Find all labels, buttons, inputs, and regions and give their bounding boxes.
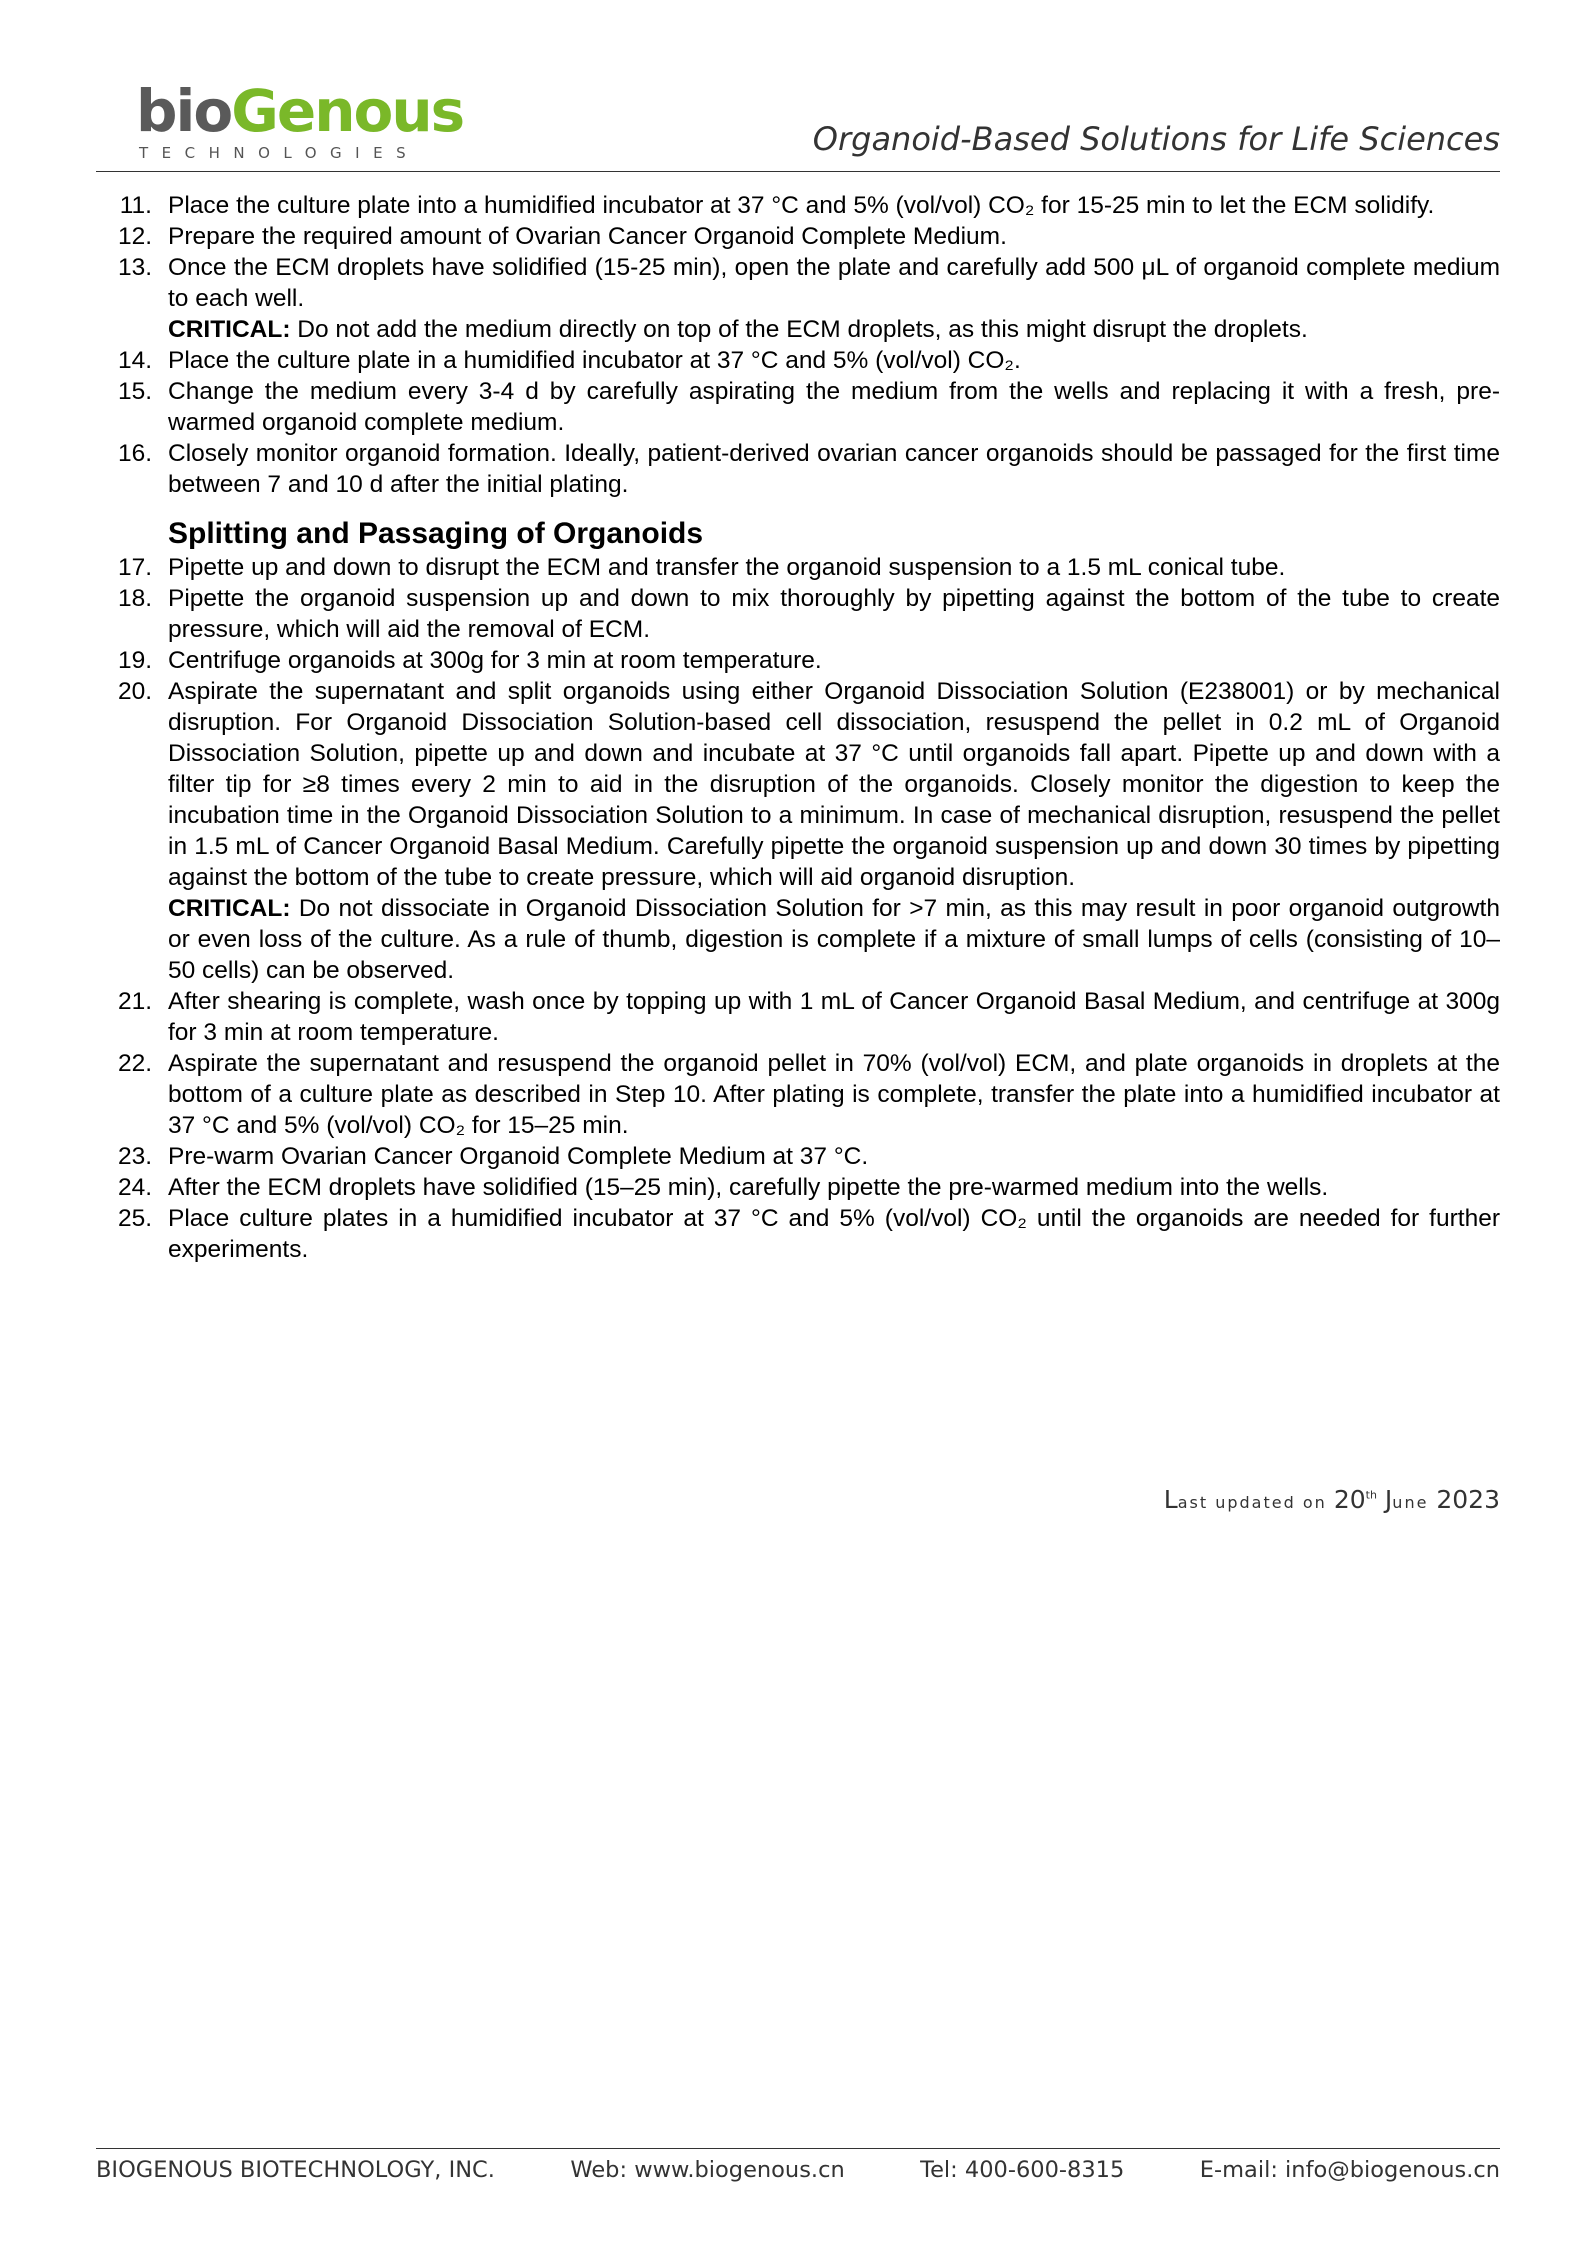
updated-text: ast updated on [1177, 1493, 1334, 1512]
step-number: 17. [117, 554, 152, 581]
step-number: 18. [117, 585, 152, 612]
step-content [168, 552, 1500, 583]
step-number: 15. [117, 378, 152, 405]
step-text: Closely monitor organoid formation. Ideally, patient-derived ovarian cancer organoids should be passaged for the first time between 7 and 10 d after the initial plating. [168, 440, 1500, 498]
updated-day: 20 [1333, 1485, 1366, 1514]
last-updated [1164, 1485, 1500, 1514]
protocol-step [94, 1048, 1500, 1141]
protocol-step [94, 583, 1500, 645]
protocol-step [94, 252, 1500, 345]
updated-month-initial: J [1384, 1485, 1393, 1514]
updated-month: une [1392, 1493, 1429, 1512]
critical-label: CRITICAL: [168, 316, 291, 343]
step-text: Pipette up and down to disrupt the ECM and transfer the organoid suspension to a 1.5 mL conical tube. [168, 554, 1286, 581]
updated-day-suffix: th [1365, 1488, 1377, 1502]
footer-email[interactable]: E-mail: info@biogenous.cn [1199, 2157, 1500, 2183]
logo-subtitle: TECHNOLOGIES [139, 144, 420, 162]
logo-bio: bio [136, 77, 232, 145]
step-text: Once the ECM droplets have solidified (15-25 min), open the plate and carefully add 500 μL of organoid complete medium to each well. [168, 254, 1500, 312]
step-number: 12. [117, 223, 152, 250]
protocol-step [94, 986, 1500, 1048]
step-content [168, 676, 1500, 986]
step-text: Change the medium every 3-4 d by carefully aspirating the medium from the wells and replacing it with a fresh, pre-warmed organoid complete medium. [168, 378, 1500, 436]
updated-l: L [1163, 1485, 1178, 1514]
critical-text: Do not add the medium directly on top of the ECM droplets, as this might disrupt the droplets. [290, 316, 1308, 343]
steps-list-passaging [94, 552, 1500, 1265]
step-text: Place the culture plate into a humidified incubator at 37 °C and 5% (vol/vol) CO₂ for 15-25 min to let the ECM solidify. [168, 192, 1435, 219]
logo-wordmark [136, 77, 464, 145]
step-number: 14. [117, 347, 152, 374]
step-number: 11. [119, 192, 152, 219]
footer-divider [96, 2148, 1500, 2149]
step-number: 21. [117, 988, 152, 1015]
step-content [168, 376, 1500, 438]
step-text: Prepare the required amount of Ovarian Cancer Organoid Complete Medium. [168, 223, 1007, 250]
updated-year: 2023 [1428, 1485, 1500, 1514]
step-text: Centrifuge organoids at 300g for 3 min at room temperature. [168, 647, 822, 674]
protocol-step [94, 676, 1500, 986]
steps-list-culture [94, 190, 1500, 500]
critical-note [168, 893, 1500, 986]
protocol-step [94, 1203, 1500, 1265]
step-content [168, 986, 1500, 1048]
protocol-step [94, 1172, 1500, 1203]
step-content [168, 190, 1500, 221]
step-number: 13. [117, 254, 152, 281]
protocol-body [94, 190, 1500, 1265]
footer-tel: Tel: 400-600-8315 [920, 2157, 1125, 2183]
step-text: After the ECM droplets have solidified (15–25 min), carefully pipette the pre-warmed medium into the wells. [168, 1174, 1329, 1201]
company-logo [136, 77, 464, 162]
step-content [168, 1048, 1500, 1141]
step-content [168, 221, 1500, 252]
step-text: After shearing is complete, wash once by topping up with 1 mL of Cancer Organoid Basal Medium, and centrifuge at 300g for 3 min at room temperature. [168, 988, 1500, 1046]
critical-note [168, 314, 1500, 345]
step-number: 25. [117, 1205, 152, 1232]
step-text: Pre-warm Ovarian Cancer Organoid Complete Medium at 37 °C. [168, 1143, 869, 1170]
header-tagline: Organoid-Based Solutions for Life Sciences [812, 120, 1500, 158]
step-content [168, 1172, 1500, 1203]
header-divider [96, 171, 1500, 172]
protocol-step [94, 1141, 1500, 1172]
step-text: Place the culture plate in a humidified incubator at 37 °C and 5% (vol/vol) CO₂. [168, 347, 1021, 374]
step-number: 19. [117, 647, 152, 674]
step-number: 16. [117, 440, 152, 467]
step-text: Place culture plates in a humidified incubator at 37 °C and 5% (vol/vol) CO₂ until the organoids are needed for further experiments. [168, 1205, 1500, 1263]
footer-company: BIOGENOUS BIOTECHNOLOGY, INC. [96, 2157, 495, 2183]
protocol-step [94, 438, 1500, 500]
footer-web[interactable]: Web: www.biogenous.cn [570, 2157, 845, 2183]
footer [96, 2157, 1500, 2183]
protocol-step [94, 190, 1500, 221]
step-content [168, 252, 1500, 345]
section-title: Splitting and Passaging of Organoids [168, 517, 704, 550]
protocol-step [94, 552, 1500, 583]
protocol-step [94, 645, 1500, 676]
step-text: Aspirate the supernatant and resuspend the organoid pellet in 70% (vol/vol) ECM, and plate organoids in droplets at the bottom of a culture plate as described in Step 10. After plating is complete, transfer the plate into a humidified incubator at 37 °C and 5% (vol/vol) CO₂ for 15–25 min. [168, 1050, 1500, 1139]
protocol-step [94, 376, 1500, 438]
step-content [168, 345, 1500, 376]
logo-genous: Genous [231, 77, 464, 145]
step-number: 23. [117, 1143, 152, 1170]
step-content [168, 1203, 1500, 1265]
protocol-step [94, 345, 1500, 376]
step-content [168, 583, 1500, 645]
protocol-step [94, 221, 1500, 252]
critical-label: CRITICAL: [168, 895, 291, 922]
step-number: 20. [117, 678, 152, 705]
step-number: 22. [117, 1050, 152, 1077]
step-content [168, 1141, 1500, 1172]
step-number: 24. [117, 1174, 152, 1201]
critical-text: Do not dissociate in Organoid Dissociation Solution for >7 min, as this may result in poor organoid outgrowth or even loss of the culture. As a rule of thumb, digestion is complete if a mixture of small lumps of cells (consisting of 10–50 cells) can be observed. [168, 895, 1500, 984]
step-content [168, 438, 1500, 500]
step-content [168, 645, 1500, 676]
step-text: Aspirate the supernatant and split organoids using either Organoid Dissociation Solution (E238001) or by mechanical disruption. For Organoid Dissociation Solution-based cell dissociation, resuspend the pellet in 0.2 mL of Organoid Dissociation Solution, pipette up and down and incubate at 37 °C until organoids fall apart. Pipette up and down with a filter tip for ≥8 times every 2 min to aid in the disruption of the organoids. Closely monitor the digestion to keep the incubation time in the Organoid Dissociation Solution to a minimum. In case of mechanical disruption, resuspend the pellet in 1.5 mL of Cancer Organoid Basal Medium. Carefully pipette the organoid suspension up and down 30 times by pipetting against the bottom of the tube to create pressure, which will aid organoid disruption. [168, 678, 1500, 891]
step-text: Pipette the organoid suspension up and down to mix thoroughly by pipetting against the bottom of the tube to create pressure, which will aid the removal of ECM. [168, 585, 1500, 643]
